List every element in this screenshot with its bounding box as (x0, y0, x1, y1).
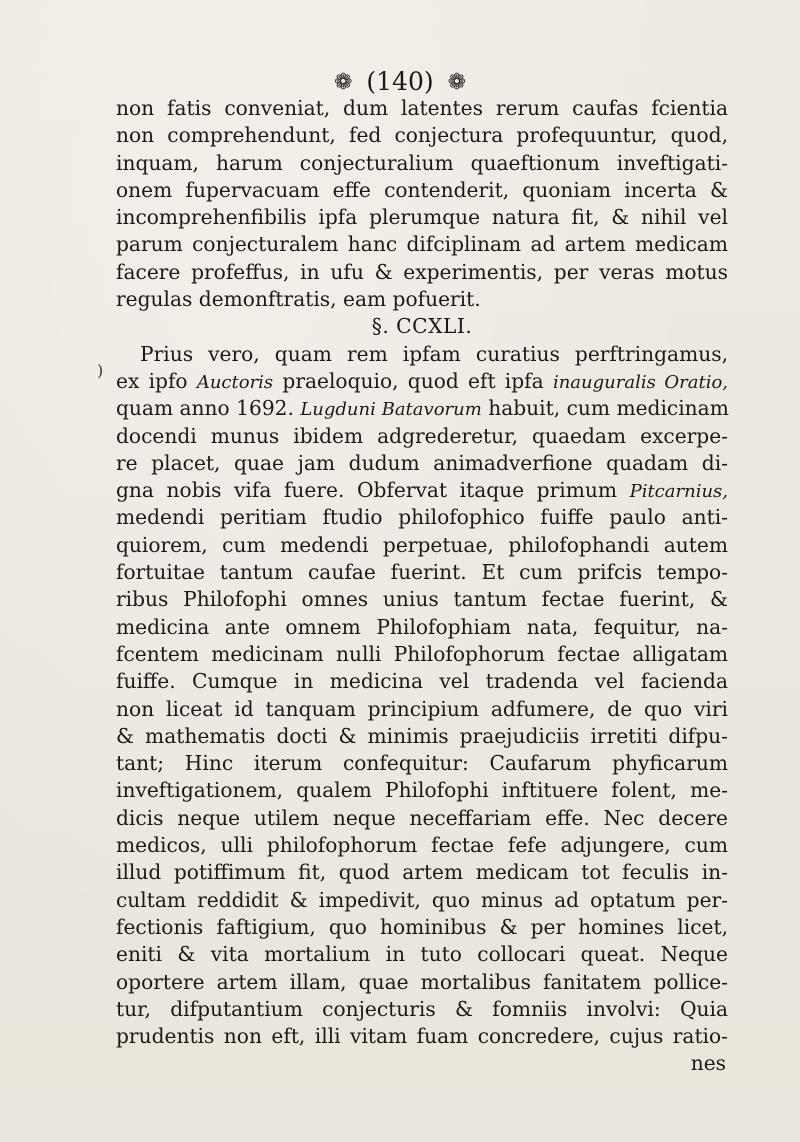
section-heading: §. CCXLI. (371, 314, 473, 339)
text-line: tur, difputantium conjecturis & fomniis involvi: Quia (116, 996, 728, 1021)
italic-run: Lugduni Batavorum (300, 399, 482, 421)
text-line: illud potiffimum fit, quod artem medicam tot feculis in- (116, 860, 728, 885)
text-line: parum conjecturalem hanc difciplinam ad artem medicam (116, 232, 728, 257)
margin-mark: ) (97, 361, 104, 380)
text-line: regulas demonftratis, eam pofuerit. (116, 287, 481, 312)
text-line: Prius vero, quam rem ipfam curatius perftringamus, (140, 341, 728, 366)
text-line: fuiffe. Cumque in medicina vel tradenda vel facienda (116, 669, 728, 694)
text-run: gna nobis vifa fuere. Obfervat itaque primum (116, 478, 630, 503)
ornament-right-icon: ❁ (447, 70, 467, 95)
ornament-left-icon: ❁ (333, 70, 353, 95)
text-line: non comprehendunt, fed conjectura profequuntur, quod, (116, 123, 728, 148)
text-line: non fatis conveniat, dum latentes rerum caufas fcientia (116, 96, 728, 120)
text-line: medicos, ulli philofophorum fectae fefe adjungere, cum (116, 833, 728, 858)
text-run: praeloquio, quod eft ipfa (273, 368, 553, 393)
italic-run: Pitcarnius, (629, 481, 728, 503)
text-line (116, 368, 728, 395)
text-line: ribus Philofophi omnes unius tantum fectae fuerint, & (116, 587, 728, 612)
text-run: quam anno 1692. (116, 396, 301, 421)
text-line: tant; Hinc iterum confequitur: Caufarum phyficarum (116, 751, 728, 776)
text-line: re placet, quae jam dudum animadverfione quadam di- (116, 450, 728, 475)
text-line: prudentis non eft, illi vitam fuam concredere, cujus ratio- (116, 1024, 728, 1049)
text-line: cultam reddidit & impedivit, quo minus ad optatum per- (116, 887, 728, 912)
text-line: eniti & vita mortalium in tuto collocari queat. Neque (116, 942, 728, 967)
text-line: & mathematis docti & minimis praejudiciis irretiti difpu- (116, 723, 728, 748)
text-line: fectionis faftigium, quo hominibus & per homines licet, (116, 914, 728, 939)
text-line: facere profeffus, in ufu & experimentis, per veras motus (116, 259, 728, 284)
text-line: inquam, harum conjecturalium quaeftionum inveftigati- (116, 150, 728, 175)
italic-run: inauguralis Oratio, (552, 371, 729, 393)
text-line: fortuitae tantum caufae fuerint. Et cum prifcis tempo- (116, 560, 728, 585)
text-line: medendi peritiam ftudio philofophico fuiffe paulo anti- (116, 505, 728, 530)
text-line: incomprehenfibilis ipfa plerumque natura fit, & nihil vel (116, 205, 728, 230)
text-run: habuit, cum medicinam (481, 396, 729, 421)
text-line: quiorem, cum medendi perpetuae, philofophandi autem (116, 532, 728, 557)
text-line: non liceat id tanquam principium adfumere, de quo viri (116, 696, 728, 721)
text-line (116, 395, 728, 422)
page-number: (140) (366, 67, 434, 96)
text-line: docendi munus ibidem adgrederetur, quaedam excerpe- (116, 423, 728, 448)
text-line: fcentem medicinam nulli Philofophorum fectae alligatam (116, 641, 728, 666)
text-run: ex ipfo (116, 368, 197, 393)
text-line: medicina ante omnem Philofophiam nata, fequitur, na- (116, 614, 728, 639)
body-text (116, 95, 728, 1078)
text-line (116, 477, 728, 504)
text-line: dicis neque utilem neque neceffariam effe. Nec decere (116, 805, 728, 830)
text-line: inveftigationem, qualem Philofophi inftituere folent, me- (116, 778, 728, 803)
text-line: onem fupervacuam effe contenderit, quoniam incerta & (116, 177, 728, 202)
italic-run: Auctoris (196, 371, 274, 393)
text-line: oportere artem illam, quae mortalibus fanitatem pollice- (116, 969, 728, 994)
catchword: nes (690, 1051, 726, 1076)
